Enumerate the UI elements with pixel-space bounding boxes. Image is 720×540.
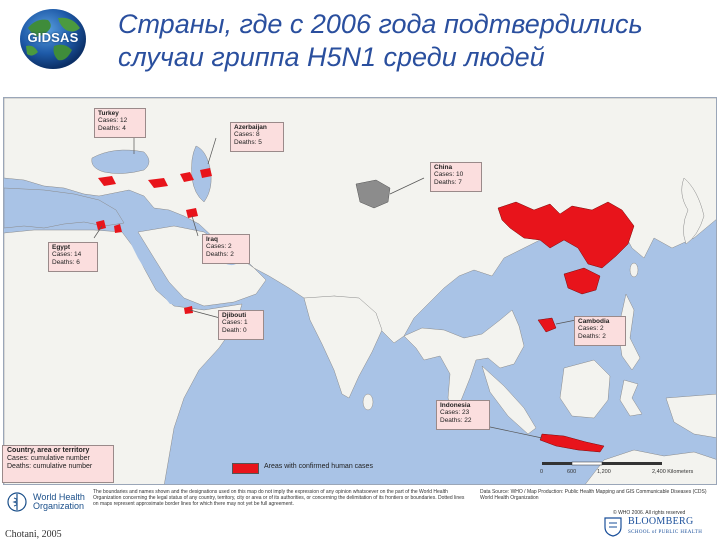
page-title bbox=[118, 8, 708, 74]
callout-iraq-name: Iraq bbox=[206, 236, 218, 243]
callout-cambodia bbox=[574, 316, 626, 346]
legend-deaths-label: Deaths: cumulative number bbox=[7, 463, 93, 470]
callout-turkey-deaths: Deaths: 4 bbox=[98, 124, 126, 132]
callout-indonesia-name: Indonesia bbox=[440, 402, 471, 409]
who-name-line1: World Health bbox=[33, 492, 85, 502]
callout-egypt-name: Egypt bbox=[52, 244, 71, 251]
scale-tick-1200: 1,200 bbox=[597, 469, 611, 475]
logo-text: GIDSAS bbox=[27, 30, 79, 45]
callout-china-cases: Cases: 10 bbox=[434, 171, 464, 179]
callout-iraq bbox=[202, 234, 250, 264]
callout-azerbaijan-cases: Cases: 8 bbox=[234, 131, 260, 139]
land-sri-lanka bbox=[363, 394, 373, 410]
who-name bbox=[33, 493, 85, 511]
callout-turkey-cases: Cases: 12 bbox=[98, 117, 128, 125]
callout-egypt bbox=[48, 242, 98, 272]
callout-egypt-deaths: Deaths: 6 bbox=[52, 258, 80, 266]
callout-indonesia bbox=[436, 400, 490, 430]
map-canvas bbox=[4, 98, 717, 485]
data-source: Data Source: WHO / Map Production: Public Health Mapping and GIS Communicable Diseases (CDS) World Health Organization bbox=[480, 489, 707, 502]
callout-djibouti bbox=[218, 310, 264, 340]
callout-china bbox=[430, 162, 482, 192]
callout-djibouti-deaths: Death: 0 bbox=[222, 326, 247, 334]
legend-title: Country, area or territory bbox=[7, 447, 90, 454]
gidsas-logo bbox=[14, 8, 92, 70]
who-name-line2: Organization bbox=[33, 501, 85, 511]
bloomberg-subtitle: SCHOOL of PUBLIC HEALTH bbox=[628, 530, 703, 535]
callout-indonesia-cases: Cases: 23 bbox=[440, 409, 470, 417]
callout-iraq-cases: Cases: 2 bbox=[206, 243, 232, 251]
legend-swatch bbox=[232, 463, 259, 474]
map-footer bbox=[0, 485, 720, 540]
callout-cambodia-name: Cambodia bbox=[578, 318, 610, 325]
callout-china-name: China bbox=[434, 164, 453, 171]
scale-bar-graphic bbox=[540, 459, 690, 469]
scale-tick-2400: 2,400 Kilometers bbox=[652, 469, 694, 475]
callout-china-deaths: Deaths: 7 bbox=[434, 178, 462, 186]
bloomberg-shield-icon bbox=[602, 515, 624, 537]
copyright: © WHO 2006. All rights reserved bbox=[613, 510, 686, 516]
scale-bar bbox=[540, 459, 694, 479]
legend-key-label: Areas with confirmed human cases bbox=[264, 463, 373, 470]
title-line-1: Страны, где с 2006 года подтвердились bbox=[118, 9, 643, 39]
callout-egypt-cases: Cases: 14 bbox=[52, 251, 82, 259]
legend-key bbox=[232, 461, 482, 475]
callout-turkey-name: Turkey bbox=[98, 110, 119, 117]
map-legend-box bbox=[2, 445, 114, 483]
world-map bbox=[3, 97, 717, 485]
callout-djibouti-cases: Cases: 1 bbox=[222, 319, 248, 327]
callout-azerbaijan-deaths: Deaths: 5 bbox=[234, 138, 262, 146]
callout-cambodia-cases: Cases: 2 bbox=[578, 325, 604, 333]
author-credit: Chotani, 2005 bbox=[5, 529, 62, 540]
callout-iraq-deaths: Deaths: 2 bbox=[206, 250, 234, 258]
callout-turkey bbox=[94, 108, 146, 138]
land-taiwan bbox=[630, 263, 638, 277]
bloomberg-wordmark: BLOOMBERG bbox=[628, 516, 694, 527]
callout-djibouti-name: Djibouti bbox=[222, 312, 247, 319]
callout-azerbaijan-name: Azerbaijan bbox=[234, 124, 267, 131]
callout-indonesia-deaths: Deaths: 22 bbox=[440, 416, 472, 424]
who-emblem-icon bbox=[6, 491, 28, 513]
title-line-2: случаи гриппа H5N1 среди людей bbox=[118, 42, 545, 72]
callout-cambodia-deaths: Deaths: 2 bbox=[578, 332, 606, 340]
callout-azerbaijan bbox=[230, 122, 284, 152]
legend-cases-label: Cases: cumulative number bbox=[7, 455, 90, 462]
scale-tick-0: 0 bbox=[540, 469, 544, 475]
map-disclaimer: The boundaries and names shown and the designations used on this map do not imply the expression of any opinion whatsoever on the part of the World Health Organization concerning the legal status of any country, territory, city or area or of its authorities, or concerning the delimitation of its frontiers or boundaries. Dotted lines on maps represent approximate border lines for which there may not yet be full agreement. bbox=[93, 489, 465, 508]
scale-tick-600: 600 bbox=[567, 469, 577, 475]
